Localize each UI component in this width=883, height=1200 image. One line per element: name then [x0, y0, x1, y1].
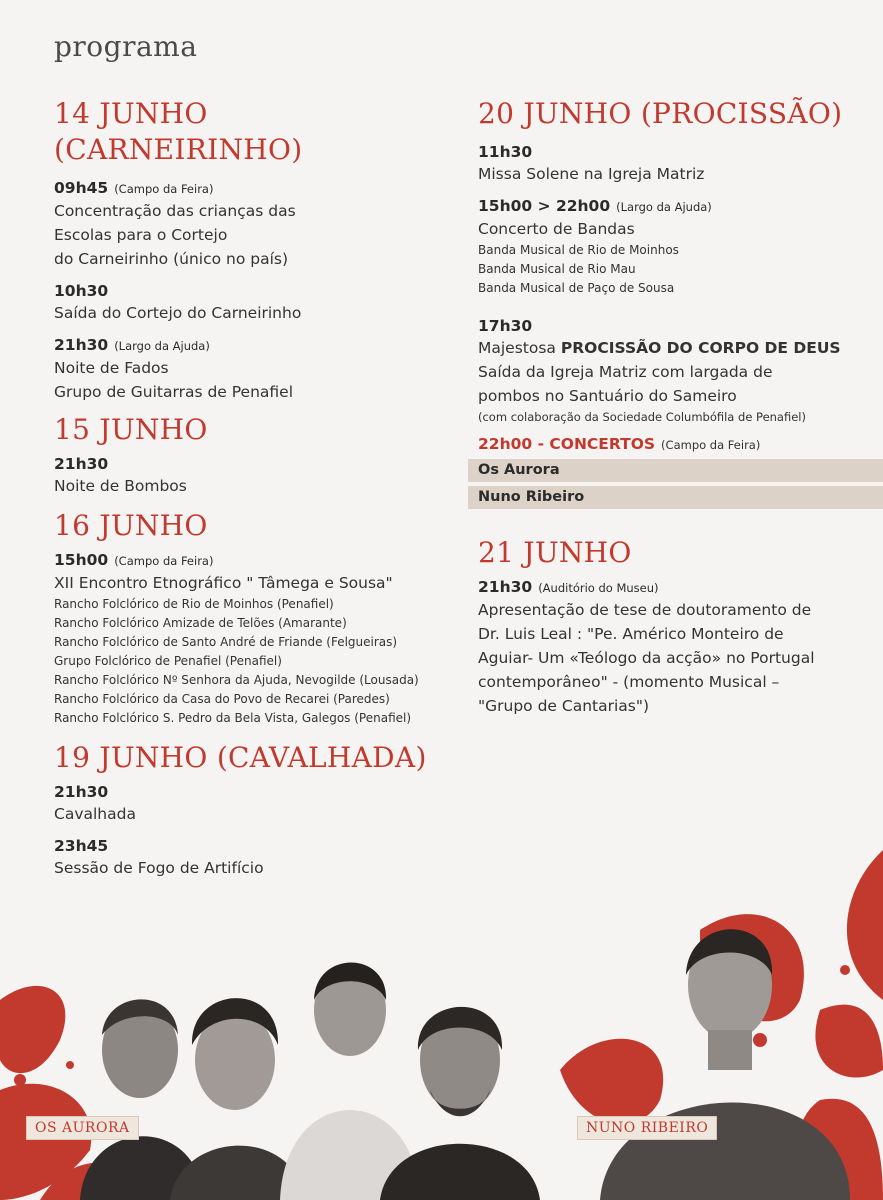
day-heading: 21 JUNHO — [478, 536, 632, 569]
right-column — [478, 96, 858, 718]
day-heading: 20 JUNHO (PROCISSÃO) — [478, 97, 843, 130]
os-aurora-photo — [60, 940, 560, 1200]
day-heading: 19 JUNHO (CAVALHADA) — [54, 741, 427, 774]
photo-area — [0, 850, 883, 1200]
list-item: Banda Musical de Rio de Moinhos — [478, 243, 679, 257]
list-item: Rancho Folclórico Amizade de Telões (Amarante) — [54, 616, 347, 630]
nuno-ribeiro-label: NUNO RIBEIRO — [577, 1116, 717, 1140]
list-item: Rancho Folclórico S. Pedro da Bela Vista, Galegos (Penafiel) — [54, 711, 412, 725]
left-column — [54, 96, 454, 880]
event-desc: Apresentação de tese de doutoramento de — [478, 601, 812, 619]
event-time: 10h30 — [54, 282, 109, 300]
day-16-section — [54, 508, 454, 728]
event-desc: do Carneirinho (único no país) — [54, 250, 289, 268]
list-item: Rancho Folclórico Nº Senhora da Ajuda, Nevogilde (Lousada) — [54, 673, 419, 687]
list-item: Grupo Folclórico de Penafiel (Penafiel) — [54, 654, 282, 668]
event-desc: Missa Solene na Igreja Matriz — [478, 165, 705, 183]
day-14-section — [54, 96, 454, 404]
event-desc: "Grupo de Cantarias") — [478, 697, 650, 715]
event-desc: Aguiar- Um «Teólogo da acção» no Portugal — [478, 649, 815, 667]
event-time: 15h00 > 22h00 (Largo da Ajuda) — [478, 197, 712, 215]
event-time: 15h00 (Campo da Feira) — [54, 551, 214, 569]
list-item: Rancho Folclórico de Santo André de Friande (Felgueiras) — [54, 635, 398, 649]
event-note: (com colaboração da Sociedade Columbófila de Penafiel) — [478, 410, 806, 424]
event-time: 09h45 (Campo da Feira) — [54, 179, 214, 197]
event-time: 21h30 (Auditório do Museu) — [478, 578, 659, 596]
event-time: 11h30 — [478, 143, 533, 161]
event-desc: Noite de Bombos — [54, 477, 187, 495]
event-time: 21h30 — [54, 455, 109, 473]
event-desc: Noite de Fados — [54, 359, 169, 377]
day-heading: 15 JUNHO — [54, 413, 208, 446]
band-bar: Os Aurora — [468, 459, 883, 482]
event-desc: pombos no Santuário do Sameiro — [478, 387, 737, 405]
event-desc: Cavalhada — [54, 805, 136, 823]
event-desc: Sessão de Fogo de Artifício — [54, 859, 264, 877]
list-item: Rancho Folclórico da Casa do Povo de Recarei (Paredes) — [54, 692, 390, 706]
event-time: 17h30 — [478, 317, 533, 335]
day-heading: 16 JUNHO — [54, 509, 208, 542]
day-20-section — [478, 96, 858, 509]
event-desc: Saída da Igreja Matriz com largada de — [478, 363, 773, 381]
list-item: Banda Musical de Rio Mau — [478, 262, 636, 276]
event-desc: Grupo de Guitarras de Penafiel — [54, 383, 294, 401]
page-title: programa — [54, 30, 198, 63]
os-aurora-label: OS AURORA — [26, 1116, 139, 1140]
event-desc: Dr. Luis Leal : "Pe. Américo Monteiro de — [478, 625, 784, 643]
nuno-ribeiro-photo — [600, 905, 850, 1200]
event-desc: XII Encontro Etnográfico " Tâmega e Sousa" — [54, 574, 393, 592]
event-desc: Majestosa PROCISSÃO DO CORPO DE DEUS — [478, 339, 841, 357]
day-15-section — [54, 412, 454, 498]
event-time: 21h30 — [54, 783, 109, 801]
day-21-section — [478, 535, 858, 718]
event-time: 23h45 — [54, 837, 109, 855]
band-bar: Nuno Ribeiro — [468, 486, 883, 509]
event-desc: contemporâneo" - (momento Musical – — [478, 673, 780, 691]
list-item: Rancho Folclórico de Rio de Moinhos (Penafiel) — [54, 597, 334, 611]
event-desc: Concentração das crianças das — [54, 202, 296, 220]
event-time: 21h30 (Largo da Ajuda) — [54, 336, 210, 354]
event-desc: Escolas para o Cortejo — [54, 226, 228, 244]
event-desc: Concerto de Bandas — [478, 220, 635, 238]
event-desc: Saída do Cortejo do Carneirinho — [54, 304, 302, 322]
day-heading: 14 JUNHO (CARNEIRINHO) — [54, 97, 303, 166]
concerts-time: 22h00 - CONCERTOS (Campo da Feira) — [478, 435, 761, 453]
list-item: Banda Musical de Paço de Sousa — [478, 281, 675, 295]
